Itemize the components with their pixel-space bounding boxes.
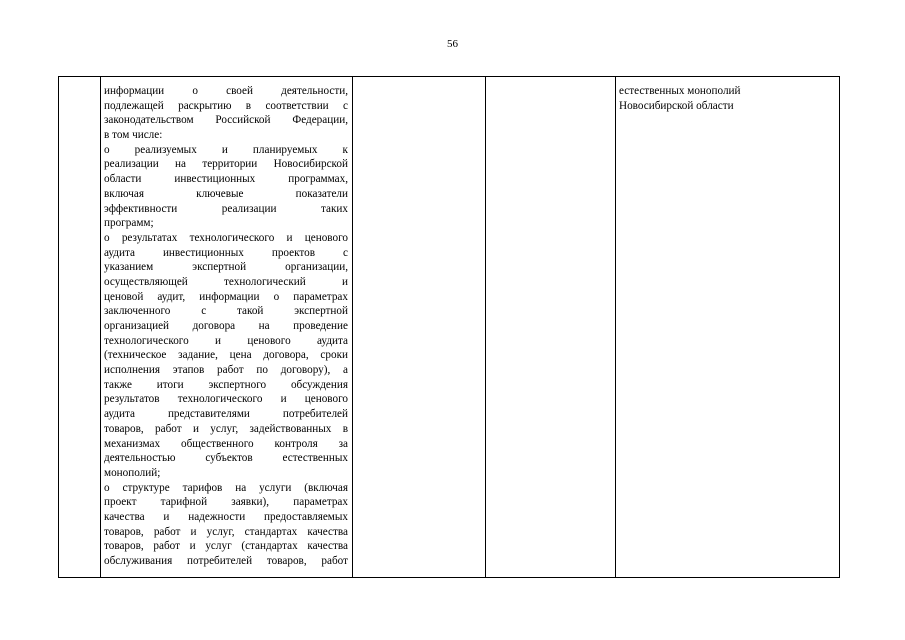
text-line: также итоги экспертного обсуждения <box>104 378 348 391</box>
text-line: (техническое задание, цена договора, сроки <box>104 349 348 362</box>
cell-number-column <box>59 77 101 578</box>
text-line: осуществляющей технологический и <box>104 275 348 288</box>
measure-description-text <box>101 77 352 569</box>
cell-measure-description <box>101 77 353 578</box>
text-line: монополий; <box>104 466 161 479</box>
table-row <box>59 77 840 578</box>
text-line: области инвестиционных программах, <box>104 173 348 186</box>
text-line: законодательством Российской Федерации, <box>104 114 348 127</box>
text-line: включая ключевые показатели <box>104 187 348 200</box>
text-line: деятельностью субъектов естественных <box>104 452 348 465</box>
text-line: программ; <box>104 217 154 230</box>
text-line: указанием экспертной организации, <box>104 261 348 274</box>
text-line: качества и надежности предоставляемых <box>104 510 348 523</box>
text-line: о структуре тарифов на услуги (включая <box>104 481 348 494</box>
text-line: Новосибирской области <box>619 99 734 112</box>
text-line: механизмах общественного контроля за <box>104 437 348 450</box>
text-line: товаров, работ и услуг, стандартах качества <box>104 525 348 538</box>
text-line: обслуживания потребителей товаров, работ <box>104 555 348 567</box>
text-line: исполнения этапов работ по договору), а <box>104 364 348 377</box>
cell-empty-column-3 <box>353 77 486 578</box>
text-line: организацией договора на проведение <box>104 320 348 332</box>
text-line: информации о своей деятельности, <box>104 85 348 97</box>
text-line: результатов технологического и ценового <box>104 393 348 406</box>
text-line: проект тарифной заявки), параметрах <box>104 496 348 509</box>
cell-empty-column-4 <box>486 77 616 578</box>
text-line: аудита инвестиционных проектов с <box>104 246 348 259</box>
page-number: 56 <box>447 38 458 50</box>
text-line: ценовой аудит, информации о параметрах <box>104 290 348 303</box>
text-line: подлежащей раскрытию в соответствии с <box>104 99 348 112</box>
responsible-text <box>616 77 839 113</box>
text-line: естественных монополий <box>619 85 741 97</box>
text-line: товаров, работ и услуг, задействованных в <box>104 422 348 435</box>
text-line: в том числе: <box>104 129 163 142</box>
text-line: о реализуемых и планируемых к <box>104 143 348 156</box>
text-line: технологического и ценового аудита <box>104 334 348 347</box>
text-line: заключенного с такой экспертной <box>104 305 348 318</box>
text-line: реализации на территории Новосибирской <box>104 158 348 171</box>
cell-responsible <box>616 77 840 578</box>
text-line: о результатах технологического и ценового <box>104 231 348 244</box>
text-line: аудита представителями потребителей <box>104 408 348 421</box>
document-table <box>58 76 840 578</box>
text-line: эффективности реализации таких <box>104 202 348 215</box>
text-line: товаров, работ и услуг (стандартах качества <box>104 540 348 553</box>
